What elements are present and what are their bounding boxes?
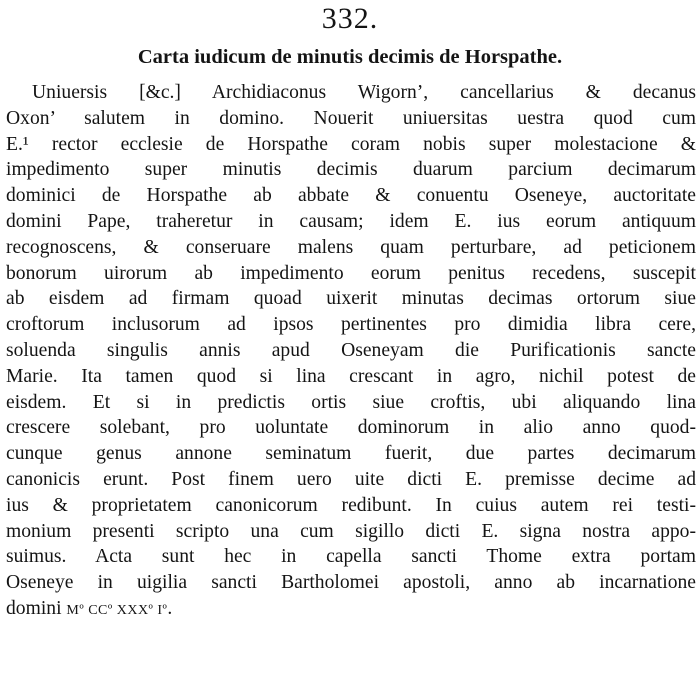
body-line: Oseneye in uigilia sancti Bartholomei apostoli, anno ab incarnatione: [6, 572, 696, 594]
body-line: ius & proprietatem canonicorum redibunt. In cuius autem rei testi-: [6, 494, 696, 516]
body-line: eisdem. Et si in predictis ortis siue croftis, ubi aliquando lina: [6, 391, 696, 413]
body-line: croftorum inclusorum ad ipsos pertinentes pro dimidia libra cere,: [6, 314, 696, 336]
body-line: recognoscens, & conseruare malens quam perturbare, ad peticionem: [6, 236, 696, 258]
charter-number: 332.: [321, 2, 379, 35]
body-line: suimus. Acta sunt hec in capella sancti Thome extra portam: [6, 546, 696, 568]
last-line-prefix: domini: [6, 597, 67, 619]
body-line: crescere solebant, pro uoluntate dominorum in alio anno quod-: [6, 417, 696, 439]
body-line: cunque genus annone seminatum fuerit, due partes decimarum: [6, 443, 696, 465]
charter-date: Mº CCº XXXº Iº: [66, 602, 168, 618]
last-line-suffix: .: [167, 597, 173, 619]
charter-title: Carta iudicum de minutis decimis de Horspathe.: [137, 46, 563, 68]
charter-body: [6, 80, 696, 622]
body-line: Oxon’ salutem in domino. Nouerit uniuersitas uestra quod cum: [6, 107, 696, 129]
body-line: dominici de Horspathe ab abbate & conuentu Oseneye, auctoritate: [6, 185, 696, 207]
body-line: monium presenti scripto una cum sigillo dicti E. signa nostra appo-: [6, 520, 696, 542]
body-line: domini Pape, traheretur in causam; idem E. ius eorum antiquum: [6, 210, 696, 232]
body-line: ab eisdem ad firmam quoad uixerit minutas decimas ortorum siue: [6, 288, 696, 310]
body-line: Marie. Ita tamen quod si lina crescant in agro, nichil potest de: [6, 365, 696, 387]
body-line: impedimento super minutis decimis duarum parcium decimarum: [6, 159, 696, 181]
body-line: soluenda singulis annis apud Oseneyam die Purificationis sancte: [6, 339, 696, 361]
body-line: canonicis erunt. Post finem uero uite dicti E. premisse decime ad: [6, 468, 696, 490]
body-line: E.¹ rector ecclesie de Horspathe coram nobis super molestacione &: [6, 133, 696, 155]
body-line: Uniuersis [&c.] Archidiaconus Wigorn’, cancellarius & decanus: [32, 82, 696, 103]
body-line: bonorum uirorum ab impedimento eorum penitus recedens, suscepit: [6, 262, 696, 284]
body-line-final: [6, 596, 696, 622]
